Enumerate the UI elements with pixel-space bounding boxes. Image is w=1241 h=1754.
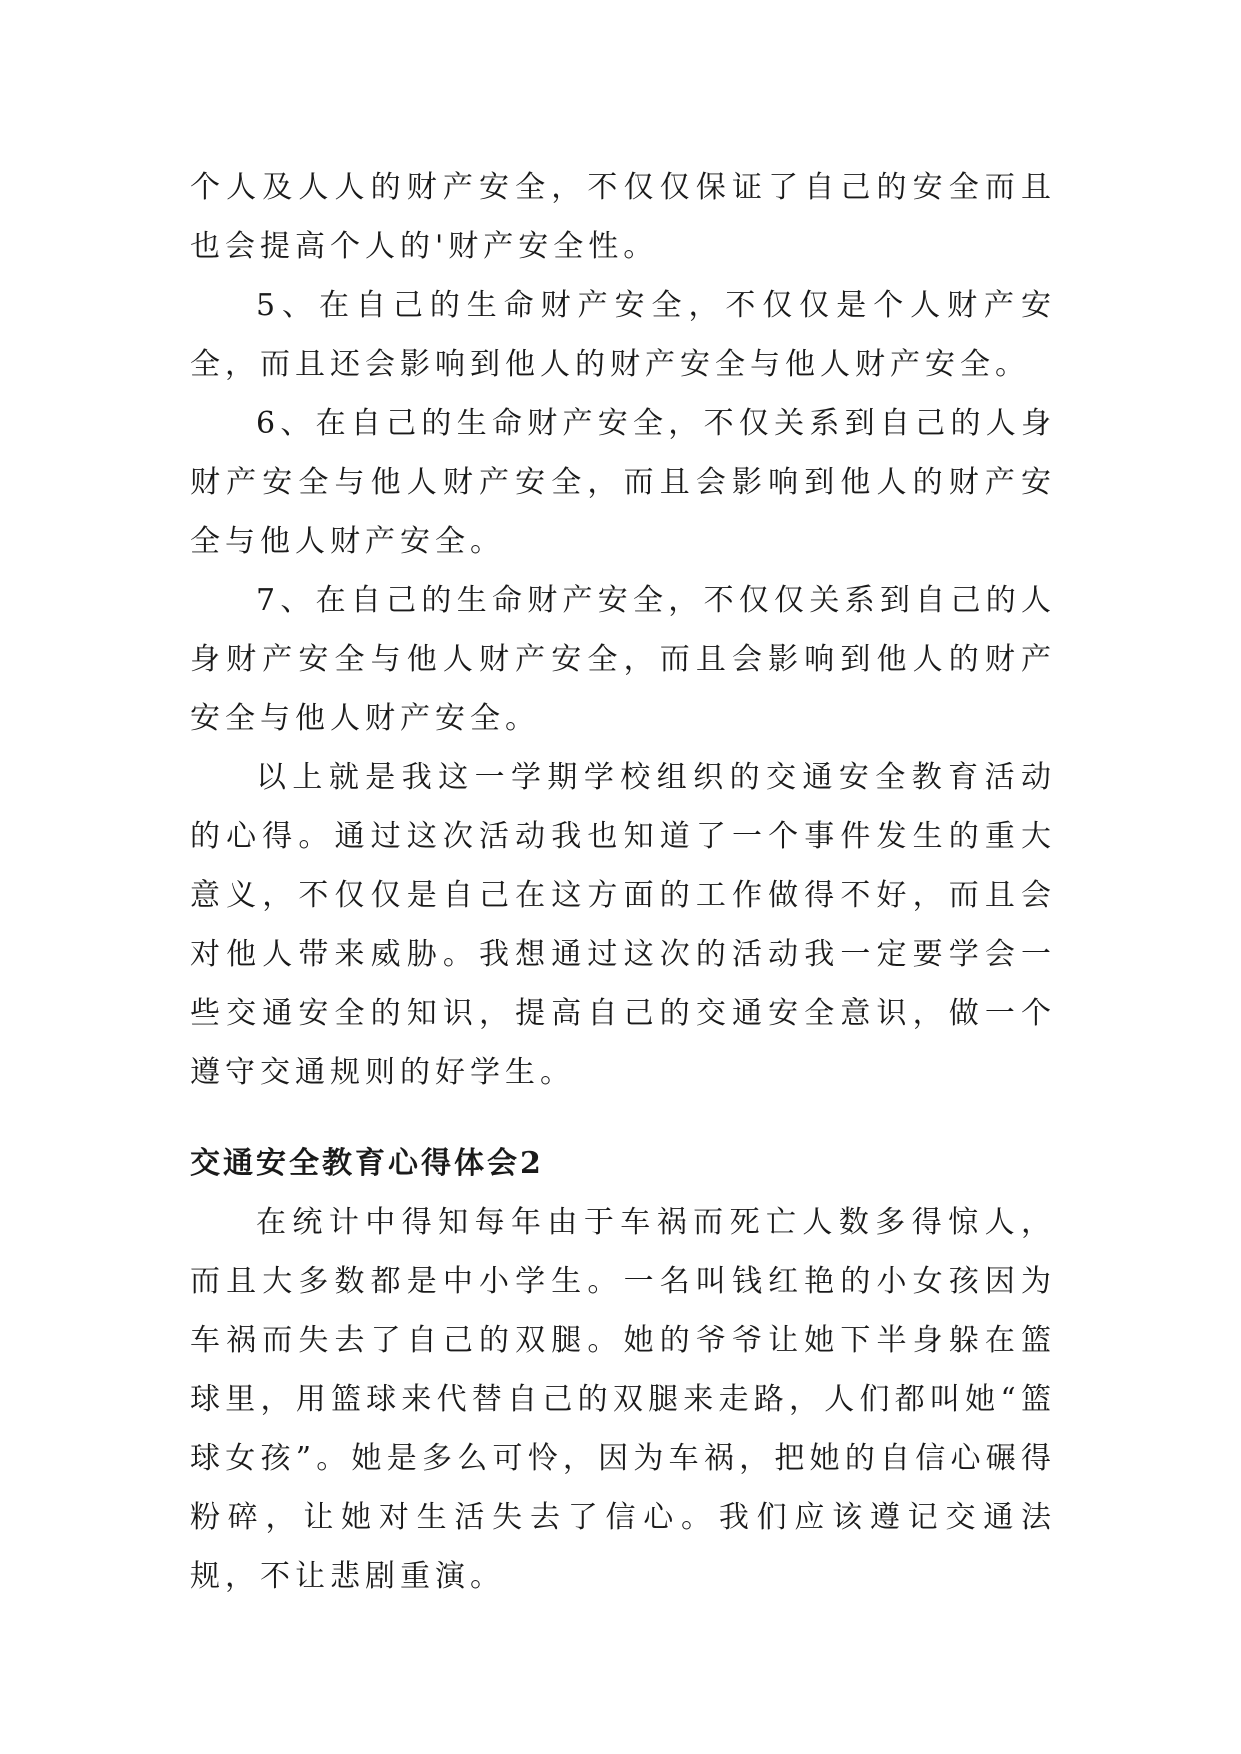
paragraph-item-7: 7、在自己的生命财产安全，不仅仅关系到自己的人身财产安全与他人财产安全，而且会影响到他人的财产安全与他人财产安全。	[190, 583, 1056, 736]
paragraph-item-5: 5、在自己的生命财产安全，不仅仅是个人财产安全，而且还会影响到他人的财产安全与他人财产安全。	[190, 288, 1056, 382]
paragraph-continuation: 个人及人人的财产安全，不仅仅保证了自己的安全而且也会提高个人的'财产安全性。	[190, 170, 1056, 264]
paragraph-conclusion: 以上就是我这一学期学校组织的交通安全教育活动的心得。通过这次活动我也知道了一个事件发生的重大意义，不仅仅是自己在这方面的工作做得不好，而且会对他人带来威胁。我想通过这次的活动我一定要学会一些交通安全的知识，提高自己的交通安全意识，做一个遵守交通规则的好学生。	[190, 760, 1056, 1090]
section-title: 交通安全教育心得体会2	[190, 1146, 544, 1181]
section-spacer	[190, 1102, 1056, 1134]
paragraph-item-6: 6、在自己的生命财产安全，不仅关系到自己的人身财产安全与他人财产安全，而且会影响到他人的财产安全与他人财产安全。	[190, 406, 1056, 559]
document-body	[190, 158, 1056, 1606]
paragraph-section2-body: 在统计中得知每年由于车祸而死亡人数多得惊人，而且大多数都是中小学生。一名叫钱红艳的小女孩因为车祸而失去了自己的双腿。她的爷爷让她下半身躲在篮球里，用篮球来代替自己的双腿来走路，人们都叫她“篮球女孩”。她是多么可怜，因为车祸，把她的自信心碾得粉碎，让她对生活失去了信心。我们应该遵记交通法规，不让悲剧重演。	[190, 1205, 1056, 1594]
